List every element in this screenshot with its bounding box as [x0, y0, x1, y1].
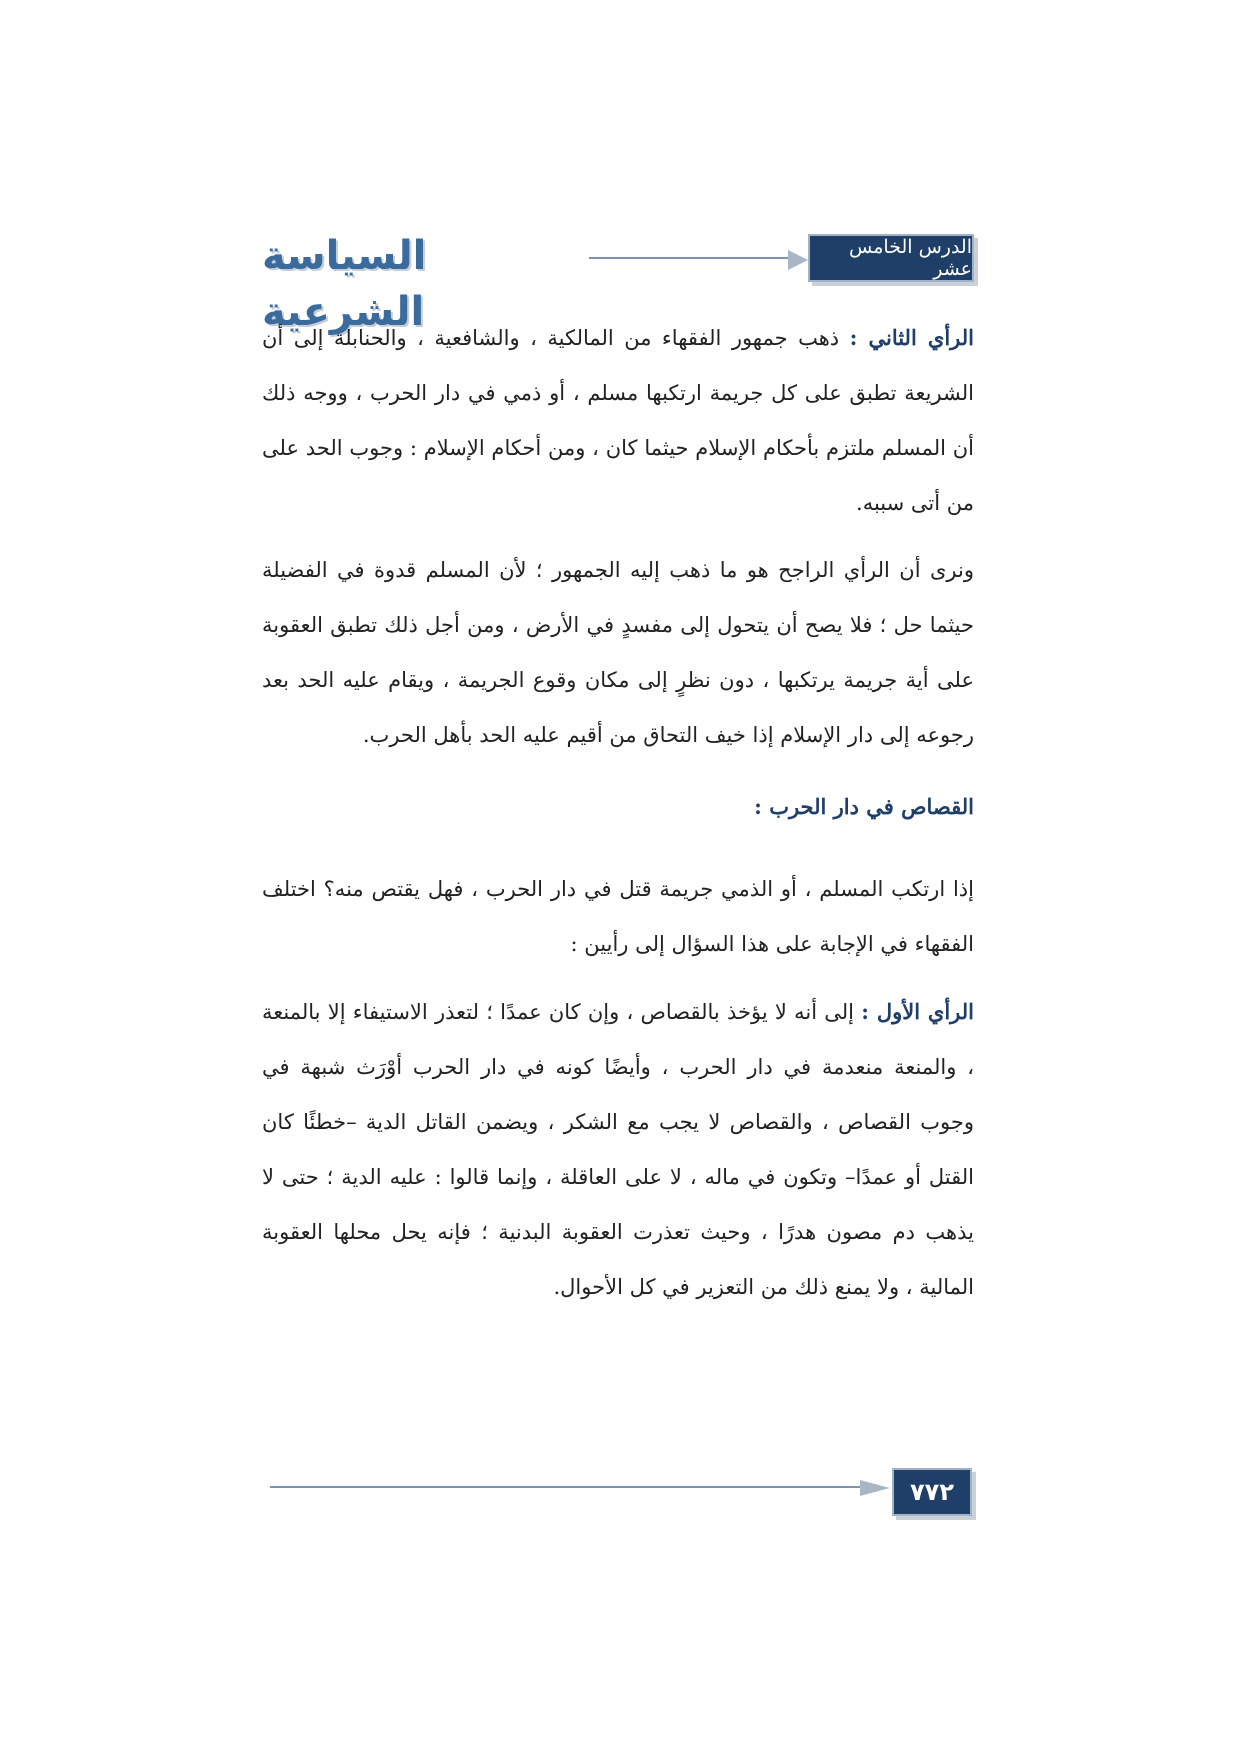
- paragraph-question: [262, 862, 974, 972]
- paragraph-second-opinion: [262, 310, 974, 531]
- paragraph-preferred-opinion: [262, 543, 974, 763]
- header-divider-arrow: [788, 250, 808, 270]
- section-heading: القصاص في دار الحرب :: [754, 794, 974, 819]
- paragraph-first-opinion: [262, 984, 974, 1315]
- page-footer: [270, 1468, 972, 1520]
- lesson-badge: [808, 234, 974, 282]
- header-divider: [589, 257, 794, 259]
- book-title: السياسة الشرعية: [262, 233, 427, 335]
- first-opinion-term: الرأي الأول :: [861, 999, 974, 1024]
- footer-divider: [270, 1486, 860, 1488]
- page-header: [262, 228, 974, 335]
- second-opinion-term: الرأي الثاني :: [849, 325, 974, 350]
- preferred-opinion-text: ونرى أن الرأي الراجح هو ما ذهب إليه الجمهور ؛ لأن المسلم قدوة في الفضيلة حيثما حل ؛ فلا يصح أن يتحول إلى مفسدٍ في الأرض ، ومن أجل ذلك تطبق العقوبة على أية جريمة يرتكبها ، دون نظرٍ إلى مكان وقوع الجريمة ، ويقام عليه الحد بعد رجوعه إلى دار الإسلام إذا خيف التحاق من أقيم عليه الحد بأهل الحرب.: [262, 558, 974, 747]
- first-opinion-text: إلى أنه لا يؤخذ بالقصاص ، وإن كان عمدًا ؛ لتعذر الاستيفاء إلا بالمنعة ، والمنعة منعدمة في دار الحرب ، وأيضًا كونه في دار الحرب أوْرَث شبهة في وجوب القصاص ، والقصاص لا يجب مع الشكر ، ويضمن القاتل الدية –خطئًا كان القتل أو عمدًا– وتكون في ماله ، لا على العاقلة ، وإنما قالوا : عليه الدية ؛ حتى لا يذهب دم مصون هدرًا ، وحيث تعذرت العقوبة البدنية ؛ فإنه يحل محلها العقوبة المالية ، ولا يمنع ذلك من التعزير في كل الأحوال.: [262, 1000, 974, 1299]
- page-number: ٧٧٢: [892, 1468, 972, 1516]
- question-text: إذا ارتكب المسلم ، أو الذمي جريمة قتل في دار الحرب ، فهل يقتص منه؟ اختلف الفقهاء في الإجابة على هذا السؤال إلى رأيين :: [262, 877, 974, 956]
- second-opinion-text: ذهب جمهور الفقهاء من المالكية ، والشافعية ، والحنابلة إلى أن الشريعة تطبق على كل جريمة ارتكبها مسلم ، أو ذمي في دار الحرب ، ووجه ذلك أن المسلم ملتزم بأحكام الإسلام حيثما كان ، ومن أحكام الإسلام : وجوب الحد على من أتى سببه.: [262, 326, 974, 515]
- page-body: [262, 310, 974, 1327]
- footer-divider-arrow: [860, 1480, 890, 1496]
- lesson-label: الدرس الخامس عشر: [849, 236, 972, 280]
